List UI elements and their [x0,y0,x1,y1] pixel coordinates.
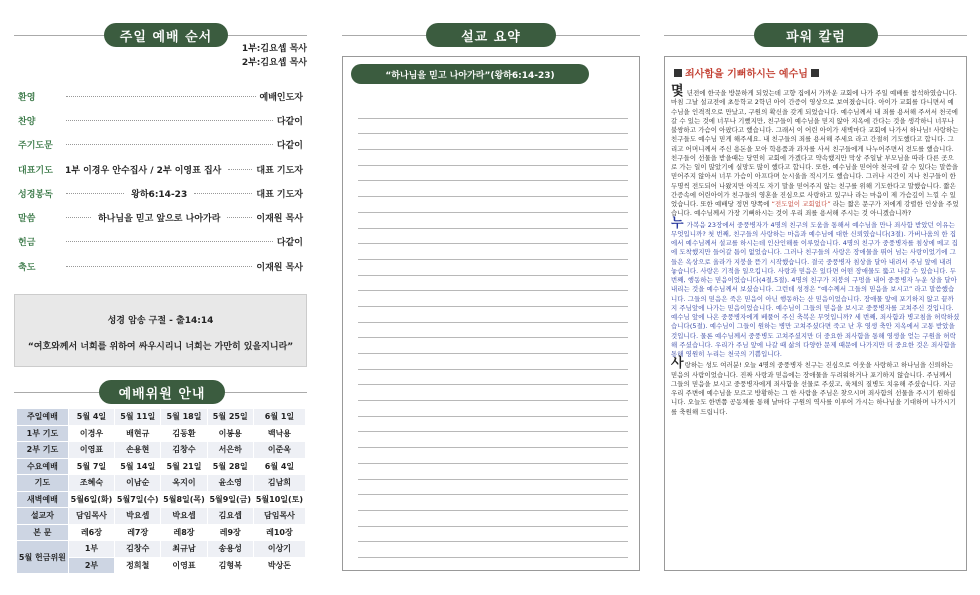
duty-cell: 5월 28일 [207,458,253,475]
memory-verse-title: 성경 암송 구절 - 출14:14 [107,316,214,326]
duty-cell: 박요셉 [115,508,161,525]
paragraph-text: 랑하는 성도 여러분! 오늘 4명의 중풍병자 친구는 진심으로 이웃을 사랑하고 하나님을 신뢰하는 믿음의 사람이었습니다. 진짜 사랑과 믿음에는 장애물을 두려워하거나 포기하지 않습니다. 주님께서 그들의 믿음을 보시고 중풍병자에게 죄사함을 선물로 주셨고, 육체의 질병도 치유해 주셨습니다. 지금 우리 주변에 예수님을 모르고 방황하는 그 한 사람을 주님은 찾으시며 죄사함의 선물을 주시기 원하십니다. 오늘도 한번쯤 공동체를 통해 날마다 구원의 역사를 이루어 가시는 하나님을 기대하며 나가시기를 축원해 드립니다. [671,361,956,416]
order-detail: 왕하6:14-23 [131,189,188,200]
duty-cell: 1부 [68,541,114,558]
dotted-leader [228,169,252,170]
order-label: 성경봉독 [18,189,53,200]
duty-cell: 5월9일(금) [207,491,253,508]
note-line [358,229,628,245]
note-line [358,307,628,323]
square-bullet-icon [811,69,819,77]
duty-cell: 이상기 [253,541,305,558]
duty-cell: 5월10일(토) [253,491,305,508]
note-line [358,370,628,386]
duty-cell: 담임목사 [253,508,305,525]
duty-row-label: 수요예배 [17,458,69,475]
order-leader: 이재원 목사 [256,214,304,225]
duty-title: 예배위원 안내 [99,380,225,404]
duty-cell: 백낙용 [253,425,305,442]
order-label: 주기도문 [18,141,53,152]
duty-cell: 박상돈 [253,557,305,574]
duty-cell: 5월 11일 [115,409,161,426]
power-column-title: 파워 칼럼 [754,23,878,47]
duty-cell: 5월 18일 [161,409,207,426]
note-line [358,448,628,464]
duty-row-label: 1부 기도 [17,425,69,442]
note-line [358,464,628,480]
duty-cell: 6월 1일 [253,409,305,426]
duty-row-label: 설교자 [17,508,69,525]
order-leader: 대표 기도자 [256,165,303,176]
column-box [664,56,967,571]
dotted-leader [66,144,273,145]
order-leader: 다같이 [276,116,303,127]
duty-row-label: 5월 헌금위원 [17,541,69,574]
note-line [358,432,628,448]
duty-cell: 레6장 [68,524,114,541]
duty-cell: 서은하 [207,442,253,459]
duty-cell: 이남순 [115,475,161,492]
dotted-leader [66,193,124,194]
note-line [358,542,628,558]
duty-cell: 배현규 [115,425,161,442]
duty-row-label: 2부 기도 [17,442,69,459]
duty-cell: 정희철 [115,557,161,574]
note-line [358,354,628,370]
note-line [358,166,628,182]
duty-row [17,425,306,442]
note-line [358,417,628,433]
duty-cell: 이준욱 [253,442,305,459]
note-line [358,260,628,276]
dotted-leader [66,266,252,267]
order-list [18,84,303,278]
order-leader: 다같이 [276,238,303,249]
order-row [18,84,303,108]
column-heading [671,65,960,80]
paragraph-text: 가복음 23장에서 [684,220,738,229]
paragraph-text: 라는 짧은 문구가 저에게 강렬한 인상을 주었습니다. 예수님께서 가장 기뻐하시는 것이 우리 죄를 용서해 주시는 것 아니겠습니까? [671,200,959,218]
duty-cell: 레8장 [161,524,207,541]
worship-order-column [14,0,307,595]
duty-row-label: 기도 [17,475,69,492]
dotted-leader [66,241,273,242]
note-line [358,276,628,292]
order-label: 축도 [18,262,36,273]
dotted-leader [66,120,273,121]
note-line [358,323,628,339]
duty-cell: 옥지이 [161,475,207,492]
sermon-column [342,0,640,595]
order-row [18,108,303,132]
duty-cell: 김창수 [161,442,207,459]
dotted-leader [66,96,256,97]
dotted-leader [194,193,252,194]
note-line [358,181,628,197]
duty-row-label: 주일예배 [17,409,69,426]
duty-cell: 이영표 [68,442,114,459]
order-row [18,157,303,181]
note-line [358,134,628,150]
duty-cell: 5월 25일 [207,409,253,426]
order-label: 찬양 [18,116,36,127]
order-detail: 하나님을 믿고 앞으로 나아가라 [97,214,221,225]
order-row [18,230,303,254]
duty-cell: 김요셉 [207,508,253,525]
order-label: 대표기도 [18,165,53,176]
pastor-second-service: 2부:김요셉 목사 [241,58,307,68]
duty-cell: 레9장 [207,524,253,541]
column-paragraph [671,84,960,219]
note-line [358,150,628,166]
pastor-first-service: 1부:김요셉 목사 [241,44,307,54]
worship-order-title: 주일 예배 순서 [104,23,228,47]
duty-cell: 김형복 [207,557,253,574]
duty-table [16,408,306,574]
note-line [358,401,628,417]
order-label: 헌금 [18,238,36,249]
note-lines [358,103,628,558]
duty-cell: 5월 14일 [115,458,161,475]
duty-row [17,524,306,541]
memory-verse-text: “여호와께서 너희를 위하여 싸우시리니 너희는 가만히 있을지니라” [27,342,294,352]
pastor-list [242,42,307,70]
duty-cell: 5월7일(수) [115,491,161,508]
duty-cell: 레10장 [253,524,305,541]
order-label: 말씀 [18,214,36,225]
duty-row-label: 본 문 [17,524,69,541]
duty-cell: 5월 4일 [68,409,114,426]
duty-cell: 5월 7일 [68,458,114,475]
duty-cell: 담임목사 [68,508,114,525]
note-line [358,119,628,135]
order-leader: 다같이 [276,141,303,152]
highlight-text: “전도없이 교회없다” [771,200,831,208]
duty-cell: 이봉용 [207,425,253,442]
order-row [18,133,303,157]
order-leader: 예배인도자 [259,92,303,103]
order-detail: 1부 이경우 안수집사 / 2부 이영표 집사 [65,165,222,176]
paragraph-text: 중풍병자가 4명의 친구의 도움을 통해서 예수님을 만나 죄사함 받았던 이유는 무엇입니까? 첫 번째, 친구들의 사랑하는 마음과 예수님에 대한 신뢰였습니다(3절). 가버나움의 한 집에서 예수님께서 설교를 하시는데 인산인해를 이루었습니다. 4명의 친구가 중풍병자를 침상에 메고 집에 도착했지만 들어갈 틈이 없었습니다. 그러나 친구들의 사랑은 장애물을 뛰어 넘는 사랑이었기에 그들은 옥상으로 올라가 지붕을 뜯기 시작했습니다. 결국 중풍병자 침상을 달아 내려서 주님 앞에 내려 놓습니다. 사랑은 기적을 일으킵니다. 사랑과 믿음은 있다면 어떤 장애물도 뚫고 나갈 수 있습니다. 두 번째, 행동하는 믿음이었습니다(4절,5절). 4명의 친구가 지붕의 구멍을 내어 중풍병자 누운 상을 달아 내리는 것을 예수님께서 보셨습니다. 그런데 성경은 “예수께서 그들의 믿음을 보시고” 라고 말씀했습니다. 그들의 믿음은 죽은 믿음이 아닌 행동하는 산 믿음이었습니다. 장애물 앞에 포기하지 않고 끝까지 주님앞에 나가는 믿음이었습니다. 예수님이 그들의 믿음을 보시고 중풍병자를 고쳐주신 것입니다. 예수님 앞에 나온 중풍병자에게 베풀어 주신 축복은 무엇입니까? 세 번째, 죄사함과 병고침을 허락하셨습니다(5절). 예수님이 그들이 원하는 병만 고쳐주셨다면 죽고 난 후 영생 축안 지옥에서 고통 받았을 것입니다. 물론 예수님께서 중풍병도 고쳐주셨지만 더 중요한 죄사함을 통해 영생을 얻는 구원을 허락해 주셨습니다. 우리가 주님 앞에 나갈 때 삶의 다양한 문제 때문에 나가지만 더 중요한 것은 죄사함을 통해 영원히 누리는 천국의 기쁨입니다. [671,220,960,358]
drop-cap: 몇 [671,84,684,99]
sermon-title: 설교 요약 [426,23,556,47]
duty-row [17,508,306,525]
duty-cell: 5월6일(화) [68,491,114,508]
dotted-leader [66,217,91,218]
duty-cell: 송용성 [207,541,253,558]
duty-cell: 레7장 [115,524,161,541]
duty-cell: 윤소영 [207,475,253,492]
note-line [358,527,628,543]
order-row [18,205,303,229]
paragraph-text: 년전에 한국을 방문하게 되었는데 고향 집에서 가까운 교회에 나가 주일 예배를 참석하였습니다. 마침 그날 설교전에 초등학교 2학년 아이 간증이 영상으로 보여졌습니다. 아이가 교회를 다니면서 예수님을 인격적으로 만났고, 구원의 확신을 갖게 되었습니다. 예수님께서 내 죄를 용서해 주셔서 천국에 갈 수 있는 것에 너무나 기뻤지만, 친구들이 예수님을 믿지 않아 지옥에 간다는 것을 생각하니 너무나 불쌍하고 가슴이 아팠다고 했습니다. 그래서 이 어린 아이가 새벽마다 교회에 나가서 하나님! 사랑하는 친구들도 예수님 믿게 해주세요. 내 친구들의 죄를 용서해 주세요 라고 간절히 기도했다고 합니다. 그리고 어머니께서 주신 용돈을 모아 학용품과 과자를 사서 친구들에게 나누어주면서 전도를 했습니다. 친구들이 선물을 받을때는 당연히 교회에 가겠다고 약속했지만 막상 주일날 부모님을 따라 다른 곳으로 가는 일이 많았기에 실망도 많이 했다고 합니다. 또한, 예수님을 믿어야 천국에 갈 수 있다는 말씀을 믿어주지 않아서 너무 가슴이 아프다며 눈시울을 적시기도 했습니다. 그러나 시간이 지나 친구들이 한두명씩 전도되어 나왔지만 아직도 자기 말을 믿어주지 않는 친구를 위해 기도한다고 말했습니다. 짧은 간증속에 어린아이가 친구들의 영혼을 진심으로 사랑하고 있구나 라는 마음이 제 가슴깊이 느낄 수 있었습니다. 또한 예배당 정면 양쪽에 [671,89,959,208]
note-line [358,338,628,354]
duty-row [17,409,306,426]
column-paragraph [671,356,960,417]
memory-verse-box [14,294,307,367]
note-line [358,480,628,496]
note-line [358,244,628,260]
note-line [358,495,628,511]
dotted-leader [227,217,252,218]
order-leader: 대표 기도자 [256,189,303,200]
note-line [358,197,628,213]
duty-cell: 5월 21일 [161,458,207,475]
duty-row-label: 새벽예배 [17,491,69,508]
order-leader: 이재원 목사 [256,262,303,273]
duty-row [17,491,306,508]
note-line [358,291,628,307]
duty-cell: 5월8일(목) [161,491,207,508]
drop-cap: 누 [671,215,684,231]
drop-cap: 사 [671,356,684,372]
duty-cell: 이영표 [161,557,207,574]
duty-cell: 6월 4일 [253,458,305,475]
duty-row [17,541,306,558]
duty-cell: 김동환 [161,425,207,442]
duty-cell: 손용현 [115,442,161,459]
duty-cell: 박요셉 [161,508,207,525]
square-bullet-icon [674,69,682,77]
note-line [358,103,628,119]
column-heading-text: 죄사함을 기뻐하시는 예수님 [685,69,808,80]
order-row [18,181,303,205]
column-paragraph [671,215,960,360]
duty-cell: 조혜숙 [68,475,114,492]
power-column [664,0,967,595]
note-line [358,385,628,401]
order-row [18,254,303,278]
order-label: 환영 [18,92,36,103]
sermon-notes-box [342,56,640,571]
duty-row [17,458,306,475]
duty-row [17,475,306,492]
sermon-passage: “하나님을 믿고 나아가라”(왕하6:14-23) [351,64,589,84]
duty-cell: 2부 [68,557,114,574]
duty-row [17,442,306,459]
duty-cell: 김남희 [253,475,305,492]
duty-cell: 이경우 [68,425,114,442]
duty-cell: 김창수 [115,541,161,558]
duty-cell: 최규남 [161,541,207,558]
note-line [358,213,628,229]
note-line [358,511,628,527]
